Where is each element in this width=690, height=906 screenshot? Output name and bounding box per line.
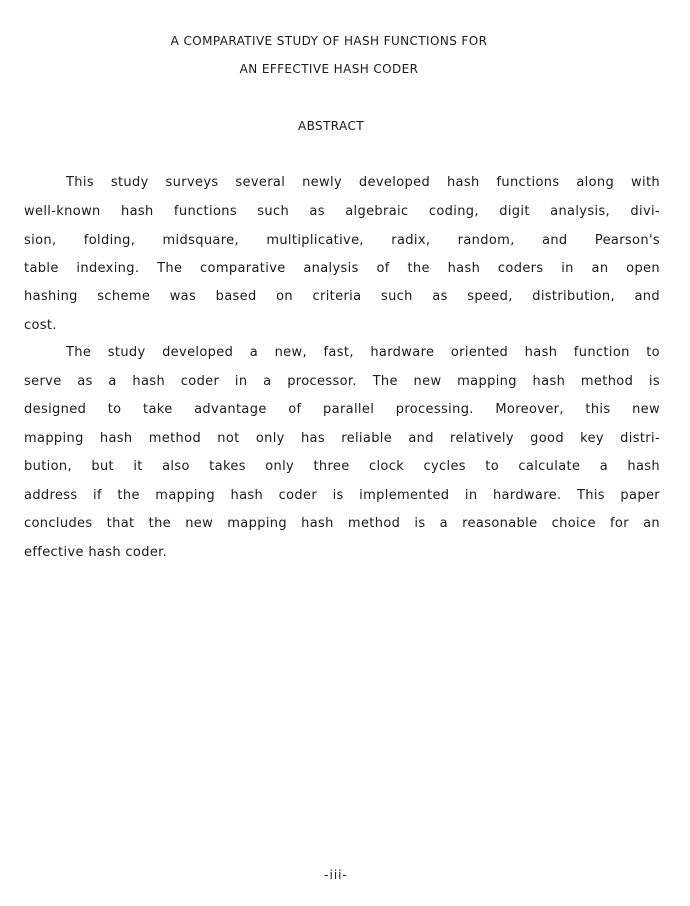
paragraph-2-line: mapping hash method not only has reliable and relatively good key distri- — [24, 431, 660, 446]
title-line-1: A COMPARATIVE STUDY OF HASH FUNCTIONS FOR — [170, 34, 488, 48]
paragraph-2-line: serve as a hash coder in a processor. The new mapping hash method is — [24, 374, 660, 389]
paragraph-2-line: address if the mapping hash coder is implemented in hardware. This paper — [24, 488, 660, 503]
paragraph-2-line: effective hash coder. — [24, 545, 168, 560]
page-number: -iii- — [324, 868, 348, 882]
paragraph-1-line: table indexing. The comparative analysis of the hash coders in an open — [24, 261, 660, 276]
paragraph-1-line: hashing scheme was based on criteria such as speed, distribution, and — [24, 289, 660, 304]
paragraph-1-line: cost. — [24, 318, 57, 333]
paragraph-2-line: designed to take advantage of parallel processing. Moreover, this new — [24, 402, 660, 417]
paragraph-2-line: bution, but it also takes only three clock cycles to calculate a hash — [24, 459, 660, 474]
abstract-heading: ABSTRACT — [298, 119, 364, 133]
paragraph-2-line: concludes that the new mapping hash method is a reasonable choice for an — [24, 516, 660, 531]
paragraph-1-line: well-known hash functions such as algebraic coding, digit analysis, divi- — [24, 204, 660, 219]
paragraph-2-line: The study developed a new, fast, hardware oriented hash function to — [66, 345, 660, 360]
paragraph-1-line: This study surveys several newly developed hash functions along with — [66, 175, 660, 190]
title-line-2: AN EFFECTIVE HASH CODER — [239, 62, 419, 76]
paragraph-1-line: sion, folding, midsquare, multiplicative, radix, random, and Pearson's — [24, 233, 660, 248]
